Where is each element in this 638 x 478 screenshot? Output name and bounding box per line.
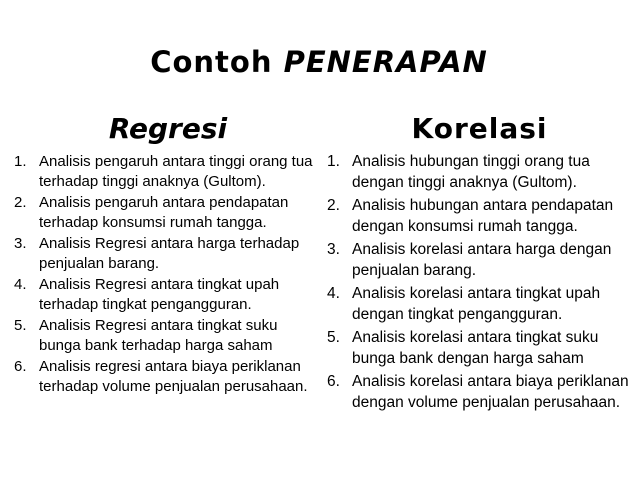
korelasi-column	[327, 112, 632, 416]
list-item	[14, 316, 314, 356]
korelasi-list	[327, 152, 632, 413]
list-item-text: Analisis korelasi antara harga dengan penjualan barang.	[352, 241, 612, 279]
list-item	[327, 152, 632, 193]
regresi-heading: Regresi	[108, 112, 228, 145]
list-item-number: 2.	[14, 194, 27, 211]
list-item-number: 6.	[327, 373, 340, 390]
list-item-text: Analisis korelasi antara biaya periklanan dengan volume penjualan perusahaan.	[352, 373, 629, 411]
list-item-number: 2.	[327, 197, 340, 214]
list-item-number: 6.	[14, 358, 27, 375]
list-item	[14, 193, 314, 233]
list-item-text: Analisis regresi antara biaya periklanan terhadap volume penjualan perusahaan.	[39, 358, 308, 395]
list-item	[327, 240, 632, 281]
list-item-number: 5.	[327, 329, 340, 346]
list-item-text: Analisis pengaruh antara pendapatan terhadap konsumsi rumah tangga.	[39, 194, 289, 231]
list-item	[14, 275, 314, 315]
list-item-number: 3.	[327, 241, 340, 258]
list-item-text: Analisis hubungan tinggi orang tua dengan tinggi anaknya (Gultom).	[352, 153, 590, 191]
list-item	[327, 328, 632, 369]
list-item-number: 3.	[14, 235, 27, 252]
regresi-list	[14, 152, 314, 397]
slide-title-part2: PENERAPAN	[283, 45, 488, 79]
list-item	[327, 196, 632, 237]
list-item	[327, 284, 632, 325]
list-item-number: 4.	[14, 276, 27, 293]
list-item-text: Analisis Regresi antara harga terhadap penjualan barang.	[39, 235, 300, 272]
regresi-column	[14, 112, 314, 398]
list-item	[327, 372, 632, 413]
list-item-text: Analisis Regresi antara tingkat suku bunga bank terhadap harga saham	[39, 317, 278, 354]
list-item	[14, 234, 314, 274]
list-item-text: Analisis Regresi antara tingkat upah terhadap tingkat pengangguran.	[39, 276, 280, 313]
slide-title-part1: Contoh	[150, 45, 284, 79]
list-item-text: Analisis hubungan antara pendapatan dengan konsumsi rumah tangga.	[352, 197, 614, 235]
list-item	[14, 152, 314, 192]
list-item-text: Analisis korelasi antara tingkat suku bunga bank dengan harga saham	[352, 329, 599, 367]
list-item-number: 1.	[14, 153, 27, 170]
list-item-number: 4.	[327, 285, 340, 302]
korelasi-heading: Korelasi	[411, 112, 548, 145]
list-item-text: Analisis pengaruh antara tinggi orang tua terhadap tinggi anaknya (Gultom).	[39, 153, 313, 190]
list-item-number: 5.	[14, 317, 27, 334]
slide-title	[0, 44, 638, 80]
list-item-text: Analisis korelasi antara tingkat upah dengan tingkat pengangguran.	[352, 285, 601, 323]
list-item	[14, 357, 314, 397]
list-item-number: 1.	[327, 153, 340, 170]
